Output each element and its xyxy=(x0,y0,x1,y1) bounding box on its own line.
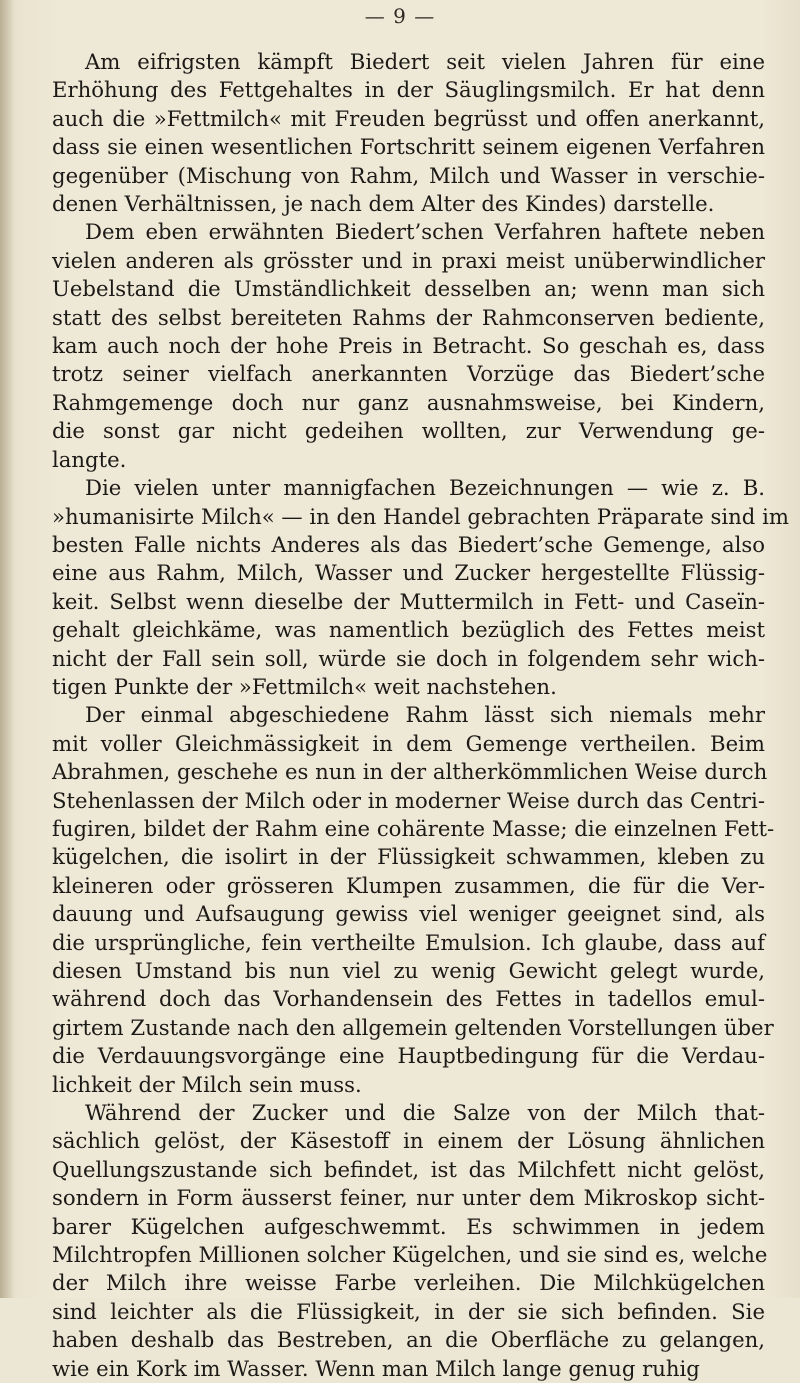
text-line: sind leichter als die Flüssigkeit, in der sie sich befinden. Sie xyxy=(52,1298,765,1324)
text-line: Milchtropfen Millionen solcher Kügelchen, und sie sind es, welche xyxy=(52,1242,768,1268)
body-text xyxy=(52,48,789,1383)
paragraph xyxy=(52,48,765,218)
text-line: Rahmgemenge doch nur ganz ausnahmsweise, bei Kindern, xyxy=(52,389,765,415)
text-line: Die vielen unter mannigfachen Bezeichnungen — wie z. B. xyxy=(85,475,765,501)
text-line: besten Falle nichts Anderes als das Biedert’sche Gemenge, also xyxy=(52,531,765,557)
text-line: sächlich gelöst, der Käsestoff in einem der Lösung ähnlichen xyxy=(52,1128,765,1154)
text-line: denen Verhältnissen, je nach dem Alter des Kindes) darstelle. xyxy=(52,191,715,217)
page-number: — 9 — xyxy=(364,4,436,28)
text-line: wie ein Kork im Wasser. Wenn man Milch lange genug ruhig xyxy=(52,1355,700,1381)
paragraph xyxy=(52,218,765,474)
text-line: keit. Selbst wenn dieselbe der Muttermilch in Fett- und Caseïn- xyxy=(52,588,765,614)
text-line: dass sie einen wesentlichen Fortschritt seinem eigenen Verfahren xyxy=(52,134,765,160)
text-line: Erhöhung des Fettgehaltes in der Säuglingsmilch. Er hat denn xyxy=(52,77,765,103)
text-line: kam auch noch der hohe Preis in Betracht. So geschah es, dass xyxy=(52,333,765,359)
text-line: die ursprüngliche, fein vertheilte Emulsion. Ich glaube, dass auf xyxy=(52,929,765,955)
page-gutter-shadow xyxy=(0,0,14,1298)
text-line: Am eifrigsten kämpft Biedert seit vielen Jahren für eine xyxy=(85,49,765,74)
text-line: der Milch ihre weisse Farbe verleihen. Die Milchkügelchen xyxy=(52,1270,765,1296)
text-line: Abrahmen, geschehe es nun in der altherkömmlichen Weise durch xyxy=(52,759,768,785)
text-line: diesen Umstand bis nun viel zu wenig Gewicht gelegt wurde, xyxy=(52,958,765,983)
text-line: kügelchen, die isolirt in der Flüssigkeit schwammen, kleben zu xyxy=(52,844,765,870)
text-line: nicht der Fall sein soll, würde sie doch in folgendem sehr wich- xyxy=(52,645,765,671)
text-line: statt des selbst bereiteten Rahms der Rahmconserven bediente, xyxy=(52,304,765,330)
text-line: gegenüber (Mischung von Rahm, Milch und Wasser in verschie- xyxy=(52,162,765,188)
text-line: die sonst gar nicht gedeihen wollten, zur Verwendung ge- xyxy=(52,418,765,444)
text-line: Quellungszustande sich befindet, ist das Milchfett nicht gelöst, xyxy=(52,1156,765,1182)
text-line: haben deshalb das Bestreben, an die Oberfläche zu gelangen, xyxy=(52,1327,765,1353)
text-line: langte. xyxy=(52,446,127,472)
text-line: barer Kügelchen aufgeschwemmt. Es schwimmen in jedem xyxy=(52,1213,765,1239)
text-line: Der einmal abgeschiedene Rahm lässt sich niemals mehr xyxy=(85,702,765,728)
text-line: kleineren oder grösseren Klumpen zusammen, die für die Ver- xyxy=(52,872,765,898)
text-line: Stehenlassen der Milch oder in moderner Weise durch das Centri- xyxy=(52,787,765,813)
text-line: Uebelstand die Umständlichkeit desselben an; wenn man sich xyxy=(52,276,765,302)
text-line: girtem Zustande nach den allgemein geltenden Vorstellungen über xyxy=(52,1014,774,1040)
text-line: eine aus Rahm, Milch, Wasser und Zucker hergestellte Flüssig- xyxy=(52,560,765,586)
paragraph xyxy=(52,701,775,1099)
paragraph xyxy=(52,474,789,701)
text-line: dauung und Aufsaugung gewiss viel weniger geeignet sind, als xyxy=(52,901,765,927)
text-line: Dem eben erwähnten Biedert’schen Verfahren haftete neben xyxy=(85,219,765,245)
text-line: gehalt gleichkäme, was namentlich bezüglich des Fettes meist xyxy=(52,617,765,643)
paragraph xyxy=(52,1099,768,1383)
text-line: die Verdauungsvorgänge eine Hauptbedingung für die Verdau- xyxy=(52,1043,765,1069)
text-line: fugiren, bildet der Rahm eine cohärente Masse; die einzelnen Fett- xyxy=(52,815,775,841)
text-line: vielen anderen als grösster und in praxi meist unüberwindlicher xyxy=(52,247,765,273)
text-line: trotz seiner vielfach anerkannten Vorzüge das Biedert’sche xyxy=(52,361,765,387)
text-line: während doch das Vorhandensein des Fettes in tadellos emul- xyxy=(52,986,765,1012)
text-line: tigen Punkte der »Fettmilch« weit nachstehen. xyxy=(52,673,557,699)
text-line: auch die »Fettmilch« mit Freuden begrüsst und offen anerkannt, xyxy=(52,105,765,131)
text-line: Während der Zucker und die Salze von der Milch that- xyxy=(85,1100,765,1126)
text-line: sondern in Form äusserst feiner, nur unter dem Mikroskop sicht- xyxy=(52,1185,765,1211)
text-line: mit voller Gleichmässigkeit in dem Gemenge vertheilen. Beim xyxy=(52,730,765,756)
text-line: lichkeit der Milch sein muss. xyxy=(52,1071,362,1097)
text-line: »humanisirte Milch« — in den Handel gebrachten Präparate sind im xyxy=(52,503,789,529)
